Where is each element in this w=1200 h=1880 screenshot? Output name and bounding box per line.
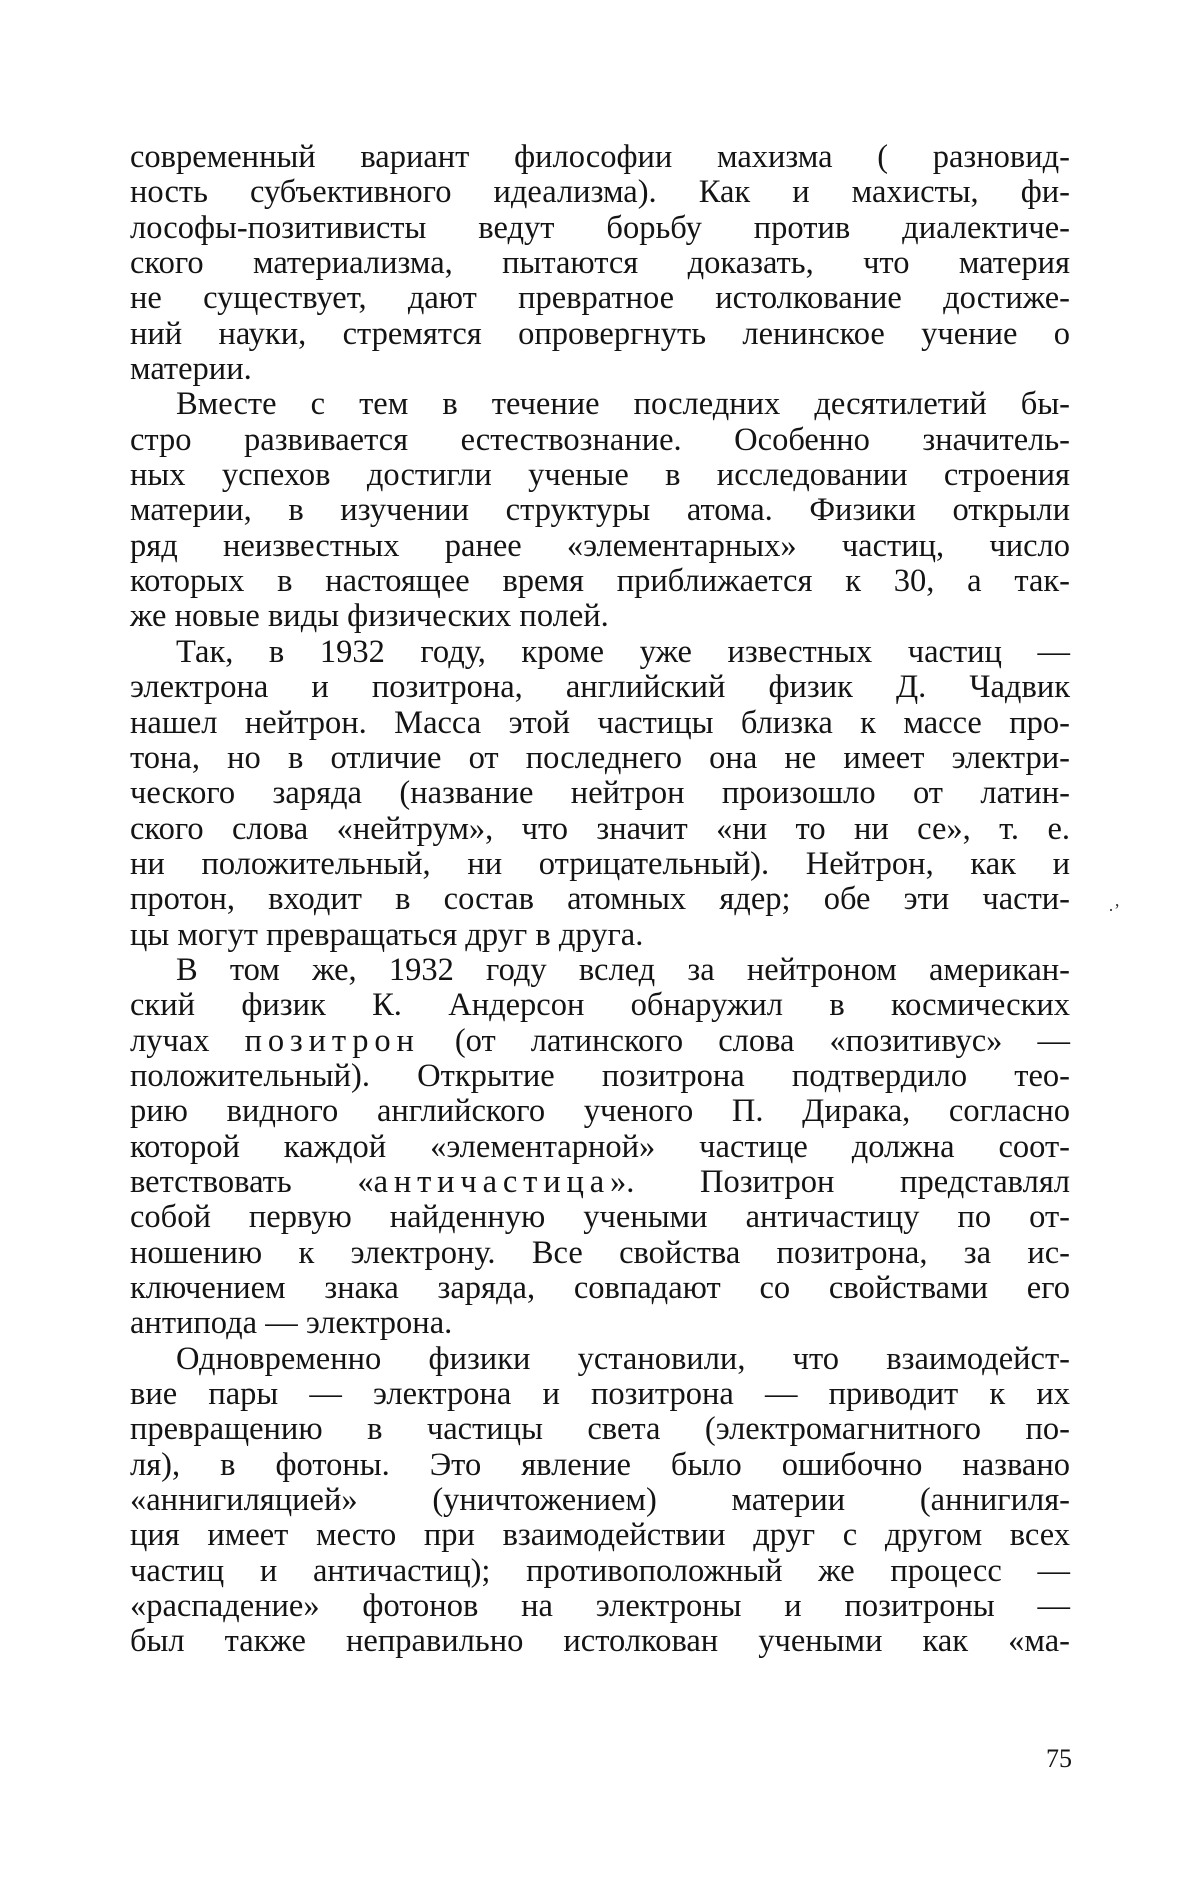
line-segment: ветствовать « (130, 1163, 374, 1200)
text-line: лософы-позитивисты ведут борьбу против диалектиче- (130, 209, 1070, 246)
text-line: превращению в частицы света (электромагнитного по- (130, 1411, 1070, 1448)
text-line: протон, входит в состав атомных ядер; обе эти части- (130, 881, 1070, 918)
text-line: собой первую найденную учеными античастицу по от- (130, 1199, 1070, 1236)
page-number: 75 (1046, 1744, 1072, 1773)
paragraph-start-line: Вместе с тем в течение последних десятилетий бы- (176, 386, 1070, 423)
text-line: которых в настоящее время приближается к 30, а так- (130, 563, 1070, 600)
line-segment: лучах (130, 1022, 245, 1059)
text-line: ряд неизвестных ранее «элементарных» частиц, число (130, 527, 1070, 564)
paragraph-start-line: Одновременно физики установили, что взаимодейст- (176, 1340, 1070, 1377)
text-line: ключением знака заряда, совпадают со свойствами его (130, 1270, 1070, 1306)
text-line: тона, но в отличие от последнего она не имеет электри- (130, 739, 1070, 776)
paragraph-start-line: В том же, 1932 году вслед за нейтроном американ- (176, 951, 1070, 988)
text-line: ных успехов достигли ученые в исследовании строения (130, 457, 1070, 494)
text-line (130, 1165, 1070, 1200)
text-line: вие пары — электрона и позитрона — приводит к их (130, 1376, 1070, 1413)
paragraph-start-line: Так, в 1932 году, кроме уже известных частиц — (176, 633, 1070, 670)
text-line: не существует, дают превратное истолкование достиже- (130, 280, 1070, 317)
text-line: ношению к электрону. Все свойства позитрона, за ис- (130, 1234, 1070, 1271)
spaced-term: античастица (373, 1163, 610, 1200)
text-line: электрона и позитрона, английский физик Д. Чадвик (130, 669, 1070, 706)
body-text (130, 140, 1070, 1660)
text-line: стро развивается естествознание. Особенно значитель- (130, 421, 1070, 458)
text-line: рию видного английского ученого П. Дирака, согласно (130, 1093, 1070, 1130)
text-line: ческого заряда (название нейтрон произошло от латин- (130, 775, 1070, 812)
text-line: ность субъективного идеализма). Как и махисты, фи- (130, 174, 1070, 211)
line-segment: ». Позитрон представлял (609, 1163, 1070, 1200)
text-line: материи. (130, 351, 252, 388)
margin-mark: ·ʼ (1108, 900, 1120, 920)
text-line: частиц и античастиц); противоположный же процесс — (130, 1552, 1070, 1589)
text-line: ция имеет место при взаимодействии друг с другом всех (130, 1517, 1070, 1554)
text-line: нашел нейтрон. Масса этой частицы близка к массе про- (130, 704, 1070, 741)
text-line (130, 1024, 1070, 1059)
text-line: современный вариант философии махизма ( разновид- (130, 139, 1070, 175)
text-line: же новые виды физических полей. (130, 598, 609, 635)
text-line: ний науки, стремятся опровергнуть ленинское учение о (130, 315, 1070, 352)
text-line: ского материализма, пытаются доказать, что материя (130, 245, 1070, 282)
text-line: ский физик К. Андерсон обнаружил в космических (130, 987, 1070, 1024)
text-line: антипода — электрона. (130, 1305, 453, 1342)
text-line: ского слова «нейтрум», что значит «ни то ни се», т. е. (130, 810, 1070, 847)
line-segment: (от латинского слова «позитивус» — (419, 1022, 1070, 1059)
text-line: положительный). Открытие позитрона подтвердило тео- (130, 1057, 1070, 1094)
text-line: материи, в изучении структуры атома. Физики открыли (130, 492, 1070, 529)
text-line: цы могут превращаться друг в друга. (130, 916, 644, 953)
text-line: «аннигиляцией» (уничтожением) материи (аннигиля- (130, 1482, 1070, 1519)
text-line: был также неправильно истолкован учеными как «ма- (130, 1623, 1070, 1660)
text-line: ля), в фотоны. Это явление было ошибочно названо (130, 1446, 1070, 1483)
text-line: «распадение» фотонов на электроны и позитроны — (130, 1588, 1070, 1625)
text-line: которой каждой «элементарной» частице должна соот- (130, 1128, 1070, 1165)
text-line: ни положительный, ни отрицательный). Нейтрон, как и (130, 845, 1070, 882)
spaced-term: позитрон (244, 1022, 420, 1059)
